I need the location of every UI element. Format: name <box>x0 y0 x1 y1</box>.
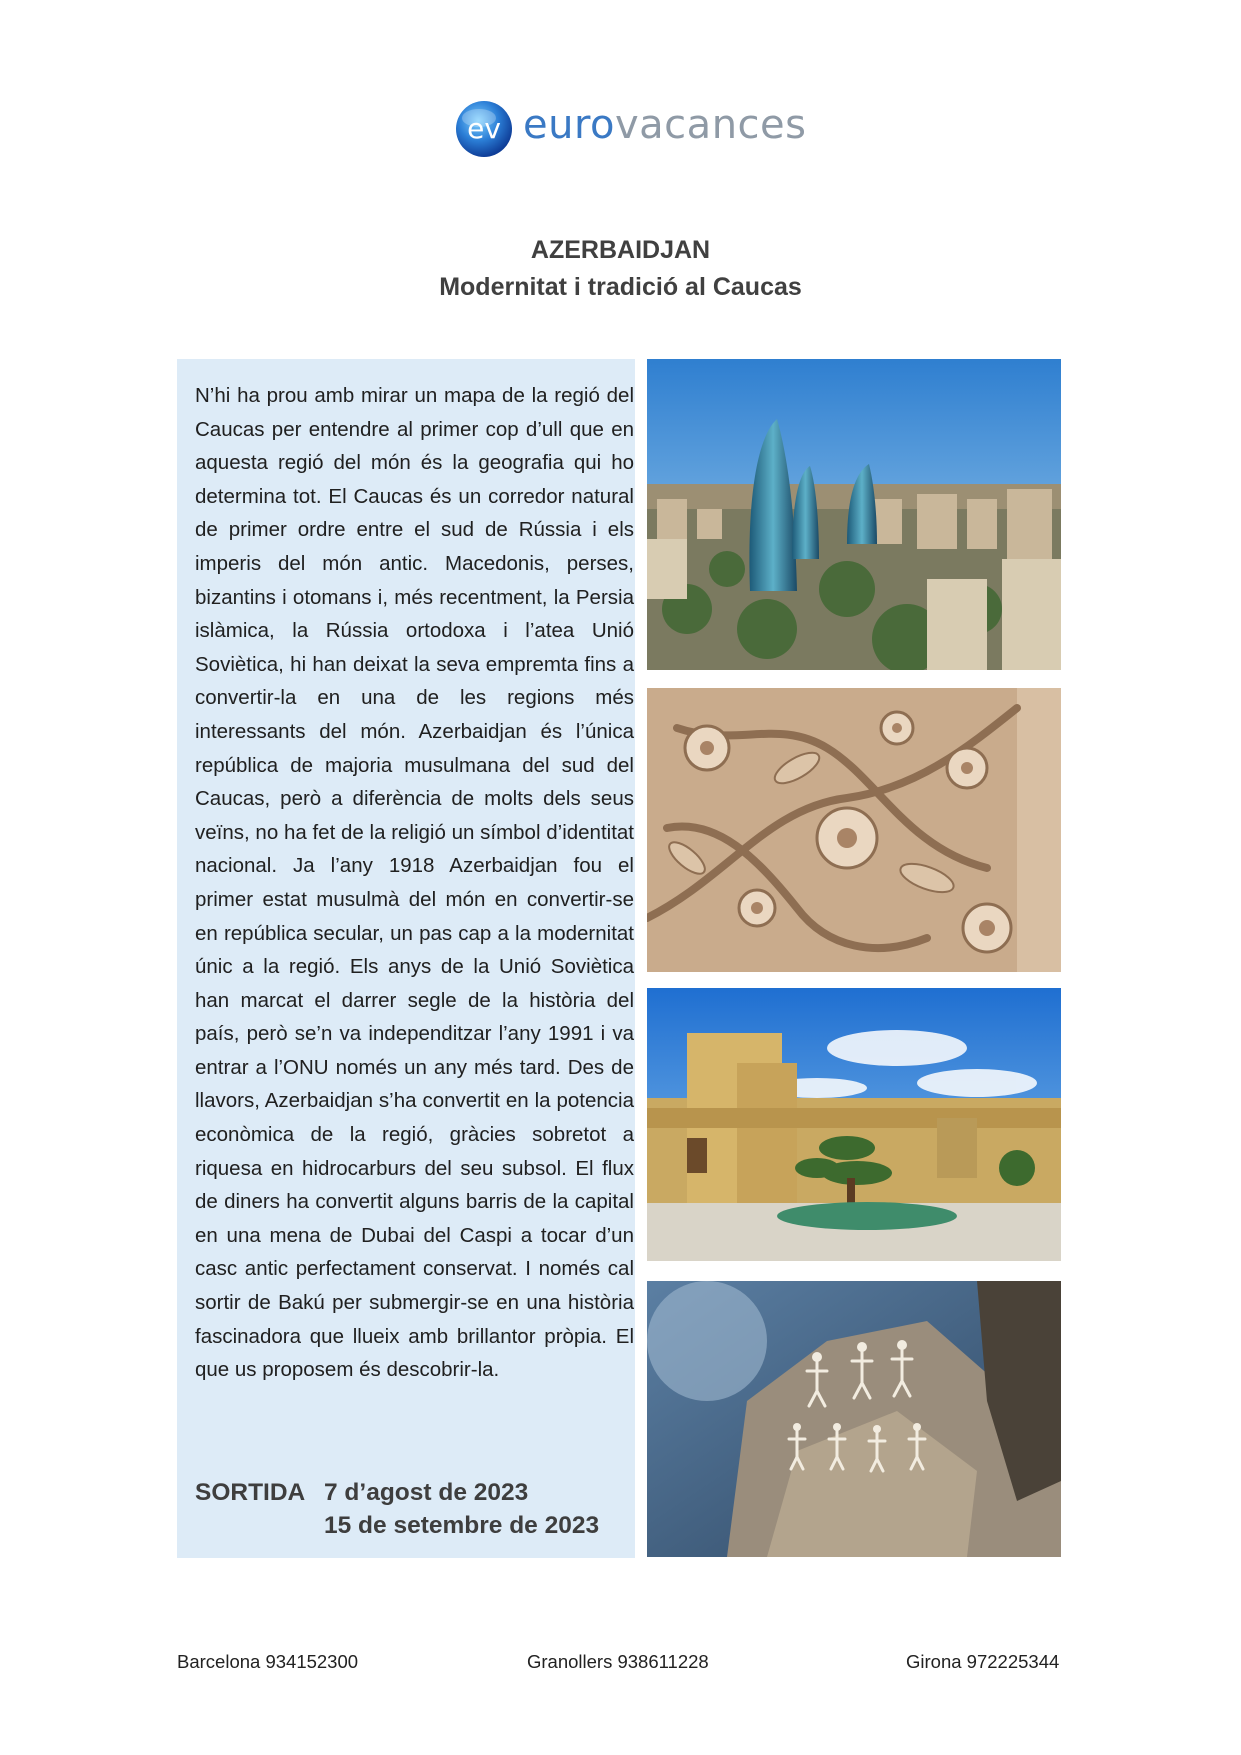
photo-stone-carving <box>647 688 1061 972</box>
footer-office-girona: Girona 972225344 <box>906 1651 1060 1672</box>
photo-old-city-walls <box>647 988 1061 1261</box>
footer-office-granollers: Granollers 938611228 <box>527 1651 709 1672</box>
eurovacances-logo <box>455 100 807 162</box>
description-box <box>177 359 635 1558</box>
country-heading: AZERBAIDJAN <box>530 236 711 264</box>
page-title <box>0 232 1241 306</box>
ev-logo-mark <box>455 100 513 158</box>
logo-wordmark: eurovacances <box>523 102 807 148</box>
departure-date-1: 7 d’agost de 2023 <box>324 1479 529 1506</box>
svg-text:ev: ev <box>467 112 501 145</box>
departure-dates <box>324 1476 599 1542</box>
subtitle-heading: Modernitat i tradició al Caucas <box>439 273 802 301</box>
departure-label: SORTIDA <box>195 1479 306 1506</box>
footer-office-barcelona: Barcelona 934152300 <box>177 1651 359 1672</box>
photo-baku-flame-towers <box>647 359 1061 670</box>
description-paragraph: N’hi ha prou amb mirar un mapa de la regió del Caucas per entendre al primer cop d’ull que en aquesta regió del món és la geografia qui ho determina tot. El Caucas és un corredor natural de primer ordre entre el sud de Rússia i els imperis del món antic. Macedonis, perses, bizantins i otomans i, més recentment, la Persia islàmica, la Rússia ortodoxa i l’atea Unió Soviètica, hi han deixat la seva empremta fins a convertir-la en una de les regions més interessants del món. Azerbaidjan és l’única república de majoria musulmana del sud del Caucas, però a diferència de molts dels seus veïns, no ha fet de la religió un símbol d’identitat nacional. Ja l’any 1918 Azerbaidjan fou el primer estat musulmà del món en convertir-se en república secular, un pas cap a la modernitat únic a la regió. Els anys de la Unió Soviètica han marcat el darrer segle de la història del país, però se’n va independitzar l’any 1991 i va entrar a l’ONU només un any més tard. Des de llavors, Azerbaidjan s’ha convertit en la potencia econòmica de la regió, gràcies sobretot a riquesa en hidrocarburs del seu subsol. El flux de diners ha convertit alguns barris de la capital en una mena de Dubai del Caspi a tocar d’un casc antic perfectament conservat. I només cal sortir de Bakú per submergir-se en una història fascinadora que llueix amb brillantor pròpia. El que us proposem és descobrir-la. <box>195 384 634 1382</box>
photo-gobustan-petroglyphs <box>647 1281 1061 1557</box>
departure-date-2: 15 de setembre de 2023 <box>324 1512 600 1539</box>
